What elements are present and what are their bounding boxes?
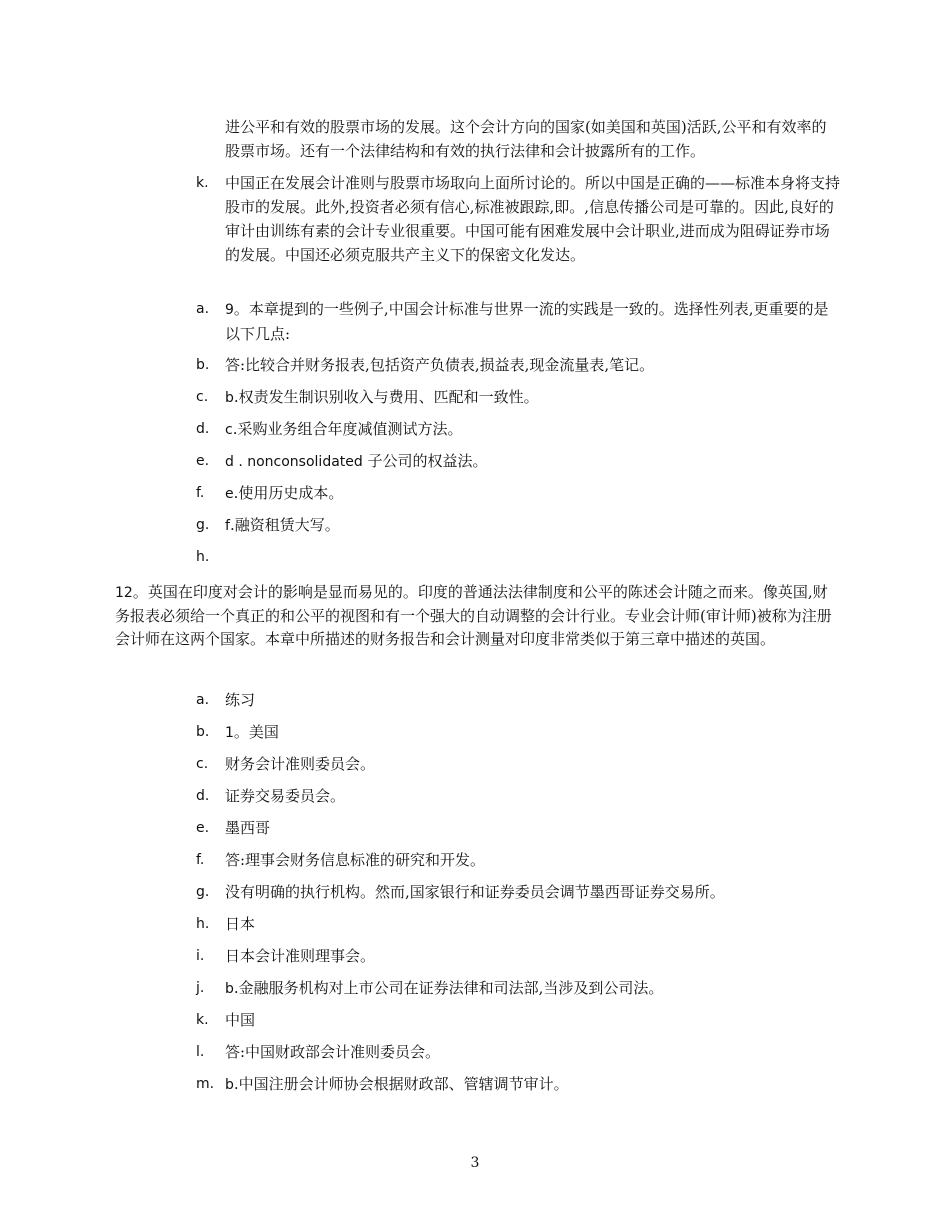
list-item (196, 481, 846, 513)
list-marker: f. (196, 485, 205, 501)
list-item-body: 答:中国财政部会计准则委员会。 (225, 1043, 441, 1061)
list-marker: m. (196, 1076, 215, 1092)
list-item (196, 545, 846, 577)
list-item-text (225, 784, 840, 809)
list-marker: a. (196, 692, 210, 708)
list-marker: a. (196, 301, 210, 317)
list-marker: b. (196, 357, 210, 373)
paragraph-number: 12 (115, 585, 133, 601)
list-item-body: 财务会计准则委员会。 (225, 755, 376, 773)
list-item (196, 1072, 846, 1104)
list-item-text (225, 976, 840, 1001)
list-item-body: .融资租赁大写。 (229, 516, 340, 534)
list-item-text (225, 297, 840, 346)
list-item (196, 784, 846, 816)
paragraph-text: 。英国在印度对会计的影响是显而易见的。印度的普通法法律制度和公平的陈述会计随之而来。像英国,财务报表必须给一个真正的和公平的视图和有一个强大的自动调整的会计行业。专业会计师(审计师)被称为注册会计师在这两个国家。本章中所描述的财务报告和会计测量对印度非常类似于第三章中描述的英国。 (115, 583, 832, 648)
list-item-body: .采购业务组合年度减值测试方法。 (232, 420, 463, 438)
list-marker: d. (196, 788, 210, 804)
list-marker: k. (196, 175, 209, 191)
list-item-prefix: d . nonconsolidated (225, 454, 363, 470)
list-item (196, 976, 846, 1008)
list-marker: g. (196, 517, 210, 533)
list-marker: c. (196, 756, 209, 772)
list-item-text (225, 1072, 840, 1097)
list-item-prefix: b (225, 981, 234, 997)
list-marker: h. (196, 916, 210, 932)
list-marker: g. (196, 884, 210, 900)
list-marker: c. (196, 389, 209, 405)
list-item-body: 。本章提到的一些例子,中国会计标准与世界一流的实践是一致的。选择性列表,更重要的是以下几点: (225, 300, 829, 343)
list-marker: l. (196, 1044, 205, 1060)
list-item-text (225, 816, 840, 841)
continuation-paragraph: 进公平和有效的股票市场的发展。这个会计方向的国家(如美国和英国)活跃,公平和有效率的股票市场。还有一个法律结构和有效的执行法律和会计披露所有的工作。 (225, 118, 827, 160)
list-item (196, 297, 846, 353)
list-item (196, 417, 846, 449)
list-item-body: .权责发生制识别收入与费用、匹配和一致性。 (233, 388, 539, 406)
list-item-prefix: b (225, 1077, 234, 1093)
list-item-body: 没有明确的执行机构。然而,国家银行和证券委员会调节墨西哥证券交易所。 (225, 883, 725, 901)
list-item-body: 答:比较合并财务报表,包括资产负债表,损益表,现金流量表,笔记。 (225, 356, 655, 374)
list-marker: b. (196, 724, 210, 740)
list-item-text (225, 1008, 840, 1033)
list-item-body: 子公司的权益法。 (362, 452, 488, 470)
list-item (196, 1008, 846, 1040)
list-item-body: 答:理事会财务信息标准的研究和开发。 (225, 851, 486, 869)
list-marker: f. (196, 852, 205, 868)
list-item-body: .金融服务机构对上市公司在证券法律和司法部,当涉及到公司法。 (233, 979, 664, 997)
list-item-text (225, 720, 840, 745)
list-marker: i. (196, 948, 205, 964)
list-item-text (225, 848, 840, 873)
list-item (196, 385, 846, 417)
list-item (196, 449, 846, 481)
list-item-text (225, 880, 840, 905)
list-item (196, 912, 846, 944)
list-marker: k. (196, 1012, 209, 1028)
list-item (196, 944, 846, 976)
list-item (196, 513, 846, 545)
list-item-text (225, 481, 840, 506)
list-item-body: 中国 (225, 1011, 256, 1029)
list-item-prefix: 9 (225, 302, 234, 318)
exercise-list (196, 688, 846, 1104)
list-item-text (225, 417, 840, 442)
page-number: 3 (470, 1155, 480, 1171)
list-item (196, 752, 846, 784)
list-item-prefix: f (225, 518, 230, 534)
list-item-text (225, 513, 840, 538)
answer-list-9 (196, 297, 846, 577)
list-item (196, 353, 846, 385)
list-item-text (225, 1040, 840, 1065)
list-item-body: 练习 (225, 691, 256, 709)
list-item-text (225, 688, 840, 713)
list-item-text (225, 944, 840, 969)
list-item (196, 1040, 846, 1072)
list-item (196, 816, 846, 848)
list-item-prefix: 1 (225, 725, 234, 741)
list-item (196, 848, 846, 880)
list-item-body: 日本 (225, 915, 256, 933)
list-item-prefix: c (225, 422, 233, 438)
list-item-body: .中国注册会计师协会根据财政部、管辖调节审计。 (233, 1075, 569, 1093)
list-item-text (225, 353, 840, 378)
list-item-body: .使用历史成本。 (233, 484, 344, 502)
list-item-prefix: b (225, 390, 234, 406)
paragraph-12 (115, 581, 840, 651)
list-marker: d. (196, 421, 210, 437)
list-item-prefix: e (225, 486, 234, 502)
list-marker: e. (196, 453, 210, 469)
list-item-text (225, 385, 840, 410)
list-item-text (225, 752, 840, 777)
list-item-text: 中国正在发展会计准则与股票市场取向上面所讨论的。所以中国是正确的——标准本身将支持股市的发展。此外,投资者必须有信心,标准被跟踪,即。,信息传播公司是可靠的。因此,良好的审计由训练有素的会计专业很重要。中国可能有困难发展中会计职业,进而成为阻碍证券市场的发展。中国还必须克服共产主义下的保密文化发达。 (225, 174, 841, 264)
list-item-body: 日本会计准则理事会。 (225, 947, 376, 965)
list-item (196, 688, 846, 720)
list-item-body: 墨西哥 (225, 819, 271, 837)
list-item-body: 证券交易委员会。 (225, 787, 346, 805)
list-item-text (225, 449, 840, 474)
list-marker: e. (196, 820, 210, 836)
list-item (196, 720, 846, 752)
list-marker: h. (196, 549, 210, 565)
list-item-body: 。美国 (233, 723, 279, 741)
list-marker: j. (196, 980, 205, 996)
list-item (196, 880, 846, 912)
list-item-text (225, 912, 840, 937)
